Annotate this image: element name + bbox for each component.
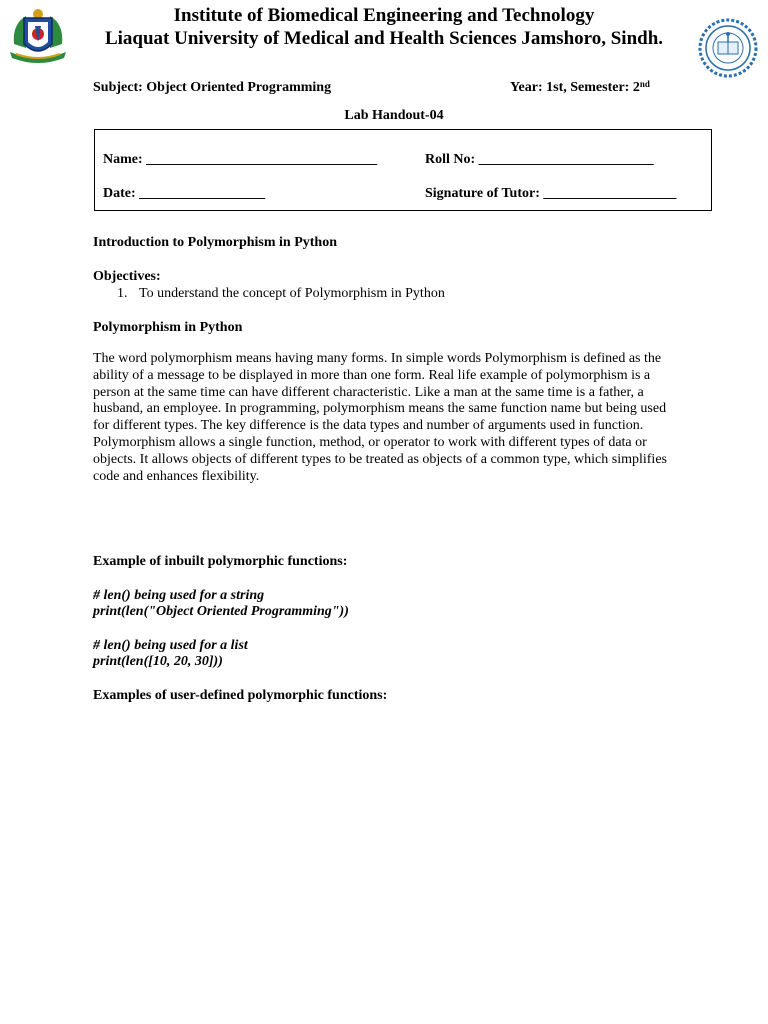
date-field[interactable]: Date: __________________: [103, 186, 266, 201]
intro-title: Introduction to Polymorphism in Python: [93, 235, 337, 250]
institute-name: Institute of Biomedical Engineering and Technology: [173, 5, 595, 26]
code-print-list: print(len([10, 20, 30])): [93, 654, 223, 669]
code-comment-list: # len() being used for a list: [93, 638, 248, 653]
objective-item-number: 1.: [117, 286, 128, 301]
code-print-string: print(len("Object Oriented Programming")): [93, 604, 349, 619]
objective-item-text: To understand the concept of Polymorphism in Python: [139, 286, 445, 301]
paragraph-flexibility: Polymorphism allows a single function, method, or operator to work with different types of data or objects. It allows objects of different types to be treated as objects of a common type, which simplifies code and enhances flexibility.: [93, 434, 667, 484]
year-semester: [510, 79, 650, 96]
section-title: Polymorphism in Python: [93, 320, 243, 335]
code-comment-string: # len() being used for a string: [93, 588, 265, 603]
semester-superscript: nd: [639, 79, 650, 89]
body-text: [93, 351, 678, 485]
university-name: Liaquat University of Medical and Health Sciences Jamshoro, Sindh.: [104, 28, 664, 49]
paragraph-definition: The word polymorphism means having many forms. In simple words Polymorphism is defined as the ability of a message to be displayed in more than one form. Real life example of polymorphism is a person at the same time can have different characteristic. Like a man at the same time is a father, a husband, an employee. In programming, polymorphism means the same function name but being used for different types. The key difference is the data types and number of arguments used in function.: [93, 351, 667, 434]
roll-no-field[interactable]: Roll No: _________________________: [425, 152, 654, 167]
subject-line: Subject: Object Oriented Programming: [93, 80, 332, 95]
example-inbuilt-title: Example of inbuilt polymorphic functions:: [93, 554, 348, 569]
example-user-defined-title: Examples of user-defined polymorphic functions:: [93, 688, 388, 703]
tutor-signature-field[interactable]: Signature of Tutor: ___________________: [425, 186, 677, 201]
handout-title: Lab Handout-04: [344, 108, 444, 123]
objectives-heading: Objectives:: [93, 269, 161, 284]
name-field[interactable]: Name: _________________________________: [103, 152, 378, 167]
year-semester-text: Year: 1st, Semester: 2: [510, 80, 640, 95]
